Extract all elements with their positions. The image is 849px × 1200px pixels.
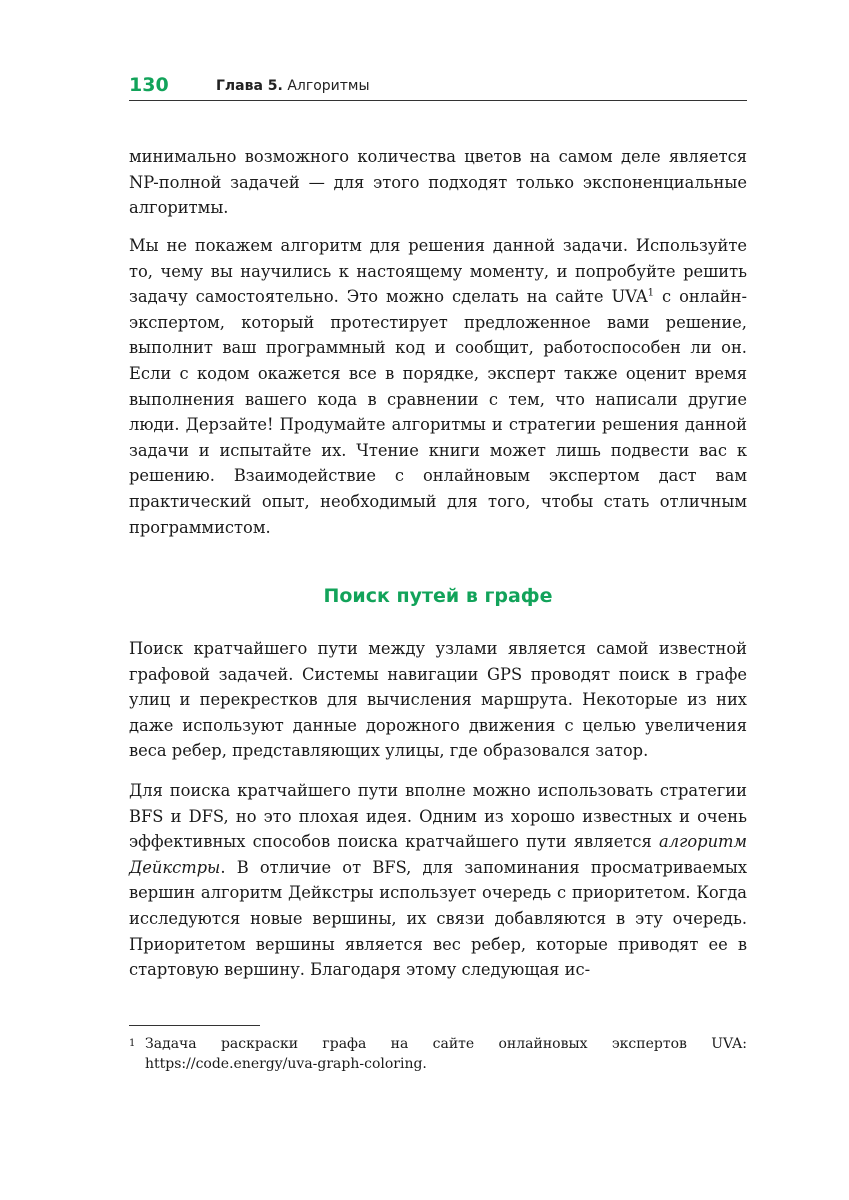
chapter-heading bbox=[216, 78, 370, 94]
section-heading: Поиск путей в графе bbox=[323, 585, 553, 607]
chapter-title: Алгоритмы bbox=[287, 78, 370, 94]
paragraph-4-italic-term: алгоритм Дейкстры bbox=[129, 832, 747, 877]
paragraph-2-part-b: с онлайн-экспертом, который протестирует предложенное вами решение, выполнит ваш программный код и сообщит, работоспособен ли он. Если с кодом окажется все в порядке, эксперт также оценит время выполнения вашего кода в сравнении с тем, что написали другие люди. Дерзайте! Продумайте алгоритмы и стратегии решения данной задачи и испытайте их. Чтение книги может лишь подвести вас к решению. Взаимодействие с онлайновым экспертом даст вам практический опыт, необходимый для того, чтобы стать отличным программистом. bbox=[129, 287, 747, 537]
paragraph-2-text bbox=[129, 233, 747, 540]
paragraph-1-text: минимально возможного количества цветов на самом деле является NP-полной задачей — для этого подходят только экспоненциальные алгоритмы. bbox=[129, 147, 747, 218]
footnote-divider bbox=[129, 1025, 260, 1026]
paragraph-4 bbox=[129, 778, 747, 983]
footnote-text: Задача раскраски графа на сайте онлайновых экспертов UVA: https://code.energy/uva-graph-coloring. bbox=[145, 1036, 747, 1072]
footnote-reference: 1 bbox=[647, 287, 655, 299]
paragraph-4-part-b: . В отличие от BFS, для запоминания просматриваемых вершин алгоритм Дейкстры использует очередь с приоритетом. Когда исследуются новые вершины, их связи добавляются в эту очередь. Приоритетом вершины является вес ребер, которые приводят ее в стартовую вершину. Благодаря этому следующая ис- bbox=[129, 857, 747, 980]
paragraph-2 bbox=[129, 233, 747, 540]
footnote bbox=[129, 1034, 747, 1074]
paragraph-3-text: Поиск кратчайшего пути между узлами является самой известной графовой задачей. Системы навигации GPS проводят поиск в графе улиц и перекрестков для вычисления маршрута. Некоторые из них даже используют данные дорожного движения с целью увеличения веса ребер, представляющих улицы, где образовался затор. bbox=[129, 639, 747, 761]
paragraph-2-part-a: Мы не покажем алгоритм для решения данной задачи. Используйте то, чему вы научились к настоящему моменту, и попробуйте решить задачу самостоятельно. Это можно сделать на сайте UVA bbox=[129, 236, 747, 307]
footnote-mark: 1 bbox=[129, 1038, 136, 1049]
paragraph-3 bbox=[129, 636, 747, 764]
page-header bbox=[129, 70, 747, 101]
paragraph-4-text bbox=[129, 778, 747, 983]
paragraph-4-part-a: Для поиска кратчайшего пути вполне можно использовать стратегии BFS и DFS, но это плохая идея. Одним из хорошо известных и очень эффективных способов поиска кратчайшего пути является bbox=[129, 781, 747, 852]
page-number: 130 bbox=[129, 74, 169, 96]
chapter-label: Глава 5. bbox=[216, 78, 283, 94]
paragraph-1 bbox=[129, 144, 747, 221]
